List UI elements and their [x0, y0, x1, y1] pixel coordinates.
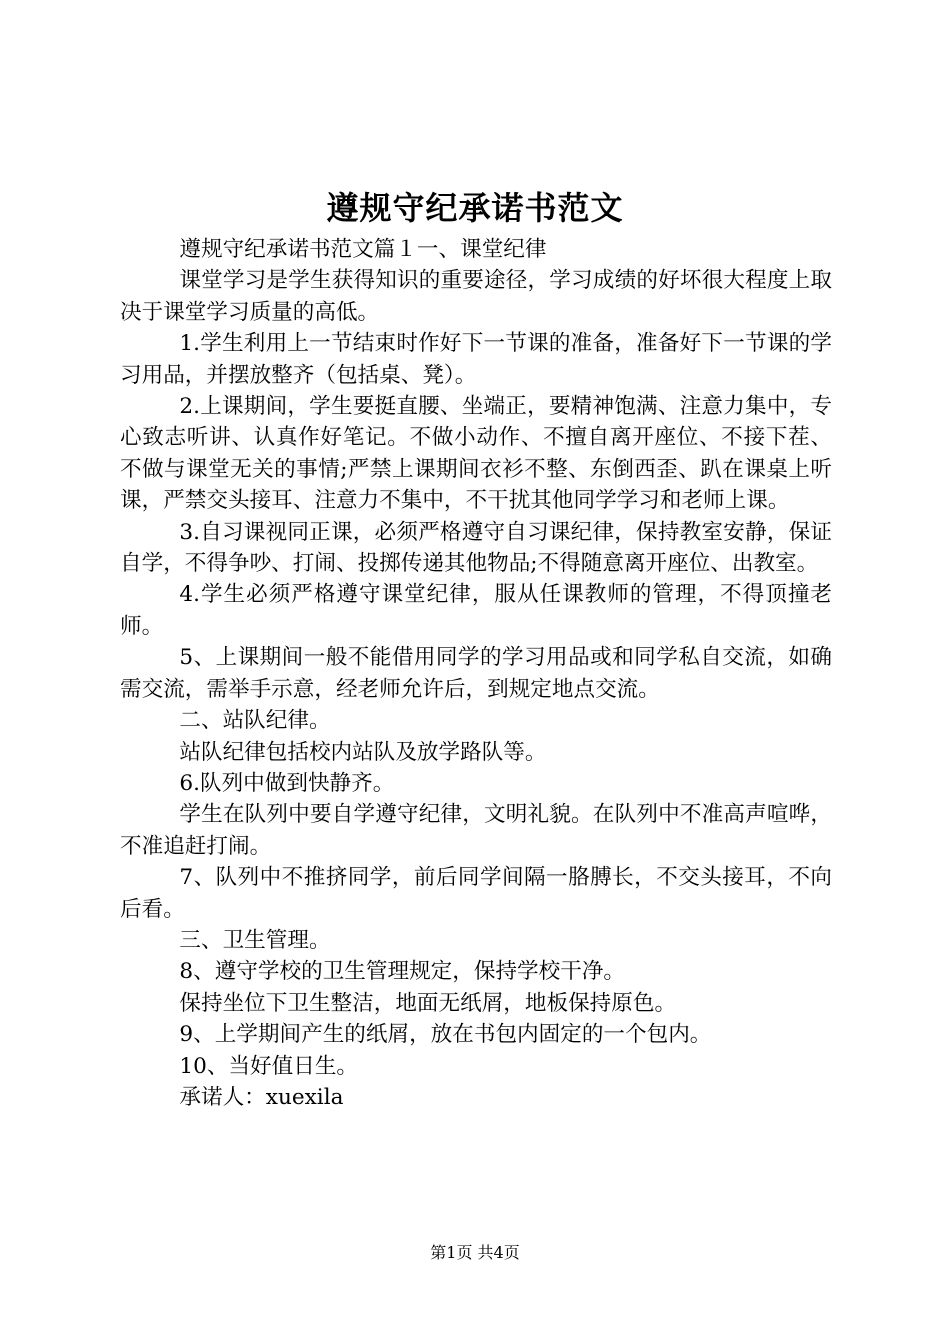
document-title: 遵规守纪承诺书范文	[326, 189, 624, 227]
signatory-line: 承诺人：xuexila	[179, 1084, 344, 1110]
rule-item-1: 1.学生利用上一节结束时作好下一节课的准备，准备好下一节课的学习用品，并摆放整齐（包括桌、凳）。	[120, 331, 832, 388]
rule-item-2: 2.上课期间，学生要挺直腰、坐端正，要精神饱满、注意力集中，专心致志听讲、认真作好笔记。不做小动作、不擅自离开座位、不接下茬、不做与课堂无关的事情;严禁上课期间衣衫不整、东倒西歪、趴在课桌上听课，严禁交头接耳、注意力不集中，不干扰其他同学学习和老师上课。	[120, 394, 832, 514]
document-body	[120, 234, 832, 1113]
paragraph-lineup-intro: 站队纪律包括校内站队及放学路队等。	[179, 739, 547, 765]
section-heading-hygiene: 三、卫生管理。	[179, 927, 331, 953]
section-heading-lineup: 二、站队纪律。	[179, 708, 331, 734]
intro-heading: 遵规守纪承诺书范文篇１一、课堂纪律	[179, 237, 547, 262]
paragraph-hygiene-detail: 保持坐位下卫生整洁，地面无纸屑，地板保持原色。	[179, 990, 677, 1016]
page-footer: 第1页 共4页	[430, 1243, 520, 1262]
rule-item-6: 6.队列中做到快静齐。	[179, 770, 395, 796]
rule-item-9: 9、上学期间产生的纸屑，放在书包内固定的一个包内。	[179, 1022, 712, 1048]
paragraph-classroom-intro: 课堂学习是学生获得知识的重要途径，学习成绩的好坏很大程度上取决于课堂学习质量的高低。	[120, 268, 832, 325]
rule-item-7: 7、队列中不推挤同学，前后同学间隔一胳膊长，不交头接耳，不向后看。	[120, 865, 832, 922]
rule-item-4: 4.学生必须严格遵守课堂纪律，服从任课教师的管理，不得顶撞老师。	[120, 582, 832, 639]
rule-item-3: 3.自习课视同正课，必须严格遵守自习课纪律，保持教室安静，保证自学，不得争吵、打闹、投掷传递其他物品;不得随意离开座位、出教室。	[120, 519, 832, 577]
rule-item-8: 8、遵守学校的卫生管理规定，保持学校干净。	[179, 959, 626, 985]
rule-item-5: 5、上课期间一般不能借用同学的学习用品或和同学私自交流，如确需交流，需举手示意，经老师允许后，到规定地点交流。	[120, 645, 832, 702]
paragraph-lineup-detail: 学生在队列中要自学遵守纪律，文明礼貌。在队列中不准高声喧哗，不准追赶打闹。	[120, 802, 832, 859]
rule-item-10: 10、当好值日生。	[179, 1053, 359, 1079]
